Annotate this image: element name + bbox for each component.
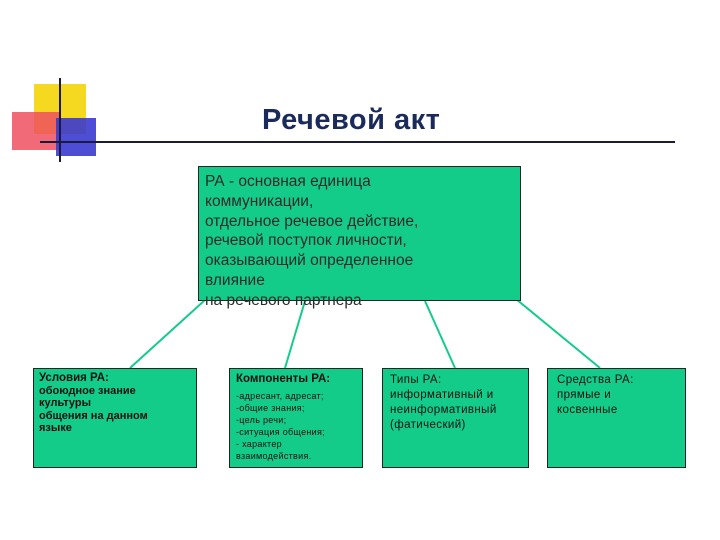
components-body: -адресант, адресат; -общие знания; -цель речи; -ситуация общения; - характер взаимодействия. — [236, 391, 325, 461]
main-definition-box — [198, 166, 521, 309]
means-title: Средства РА: — [557, 374, 634, 386]
means-body: прямые и косвенные — [557, 389, 618, 416]
components-title: Компоненты РА: — [236, 373, 331, 385]
types-body: информативный и неинформативный (фатический) — [390, 389, 497, 431]
main-definition-text: РА - основная единица коммуникации, отдельное речевое действие, речевой поступок личности, оказывающий определенное влияние на речевого партнера — [205, 173, 419, 309]
connector-main-to-types — [425, 301, 455, 368]
conditions-box — [33, 368, 197, 468]
connector-main-to-conditions — [130, 300, 205, 368]
means-box — [547, 368, 686, 468]
connector-main-to-components — [285, 301, 305, 368]
types-box — [382, 368, 529, 468]
conditions-title: Условия РА: — [39, 372, 109, 384]
components-box — [229, 368, 363, 468]
types-title: Типы РА: — [390, 374, 442, 386]
page-title: Речевой акт — [262, 104, 441, 136]
conditions-body: обоюдное знание культуры общения на данном языке — [39, 384, 148, 434]
